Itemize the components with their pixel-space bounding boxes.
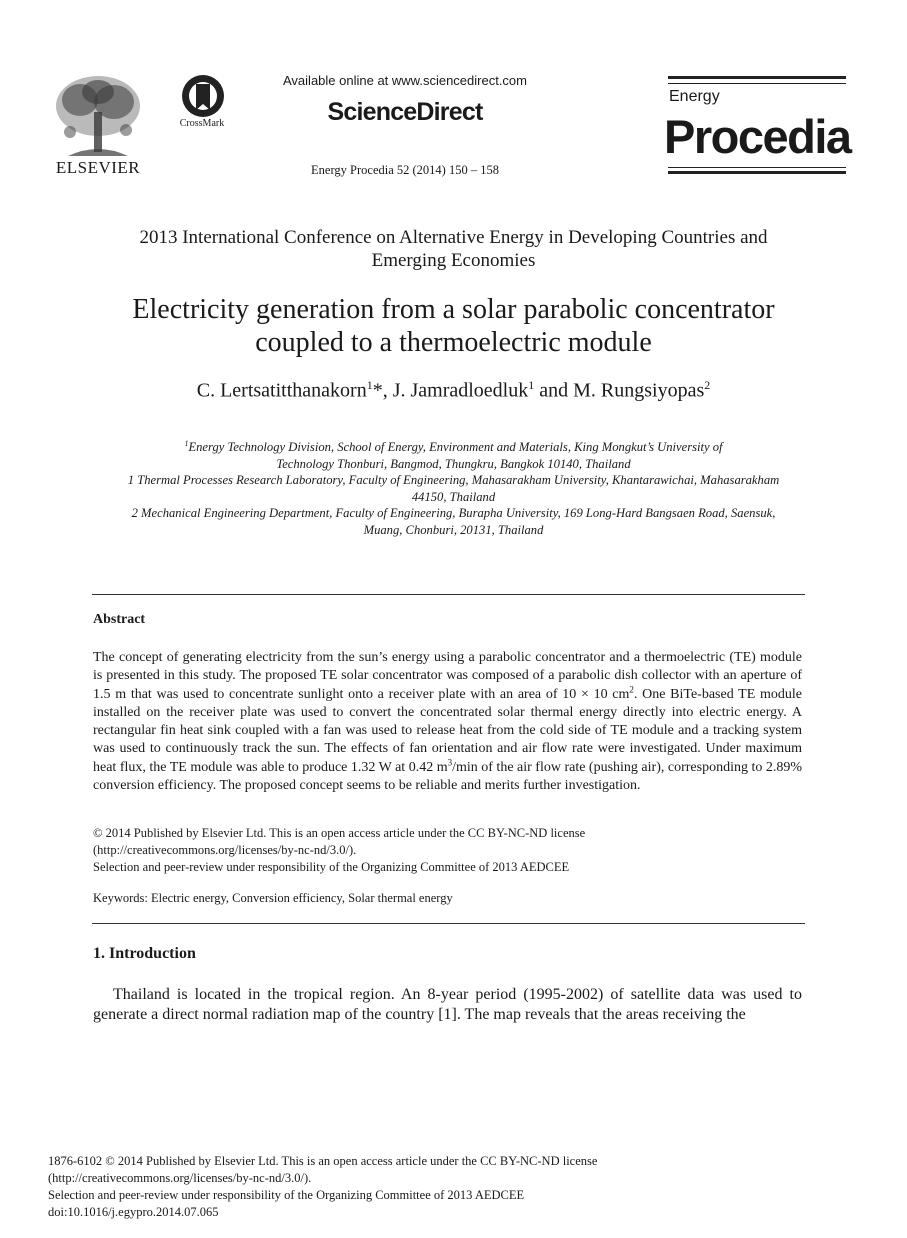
affiliation-3-line-1: 2 Mechanical Engineering Department, Faculty of Engineering, Burapha University, 169 Long-Hard Bangsaen Road, Saensuk, xyxy=(131,506,776,521)
section-heading-introduction: 1. Introduction xyxy=(93,945,196,962)
license-block xyxy=(93,825,802,876)
affiliation-2-line-2: 44150, Thailand xyxy=(411,489,496,504)
author-3-affil: 2 xyxy=(704,378,711,392)
abstract-text-2: . One BiTe-based TE module installed on the receiver plate was used to convert the concentrated solar thermal energy directly into electric energy. A rectangular fin heat sink coupled with a fan was used to release heat from the cold side of TE module and a tracking system was used to continuously track the sun. The effects of fan orientation and air flow rate were investigated. Under maximum heat flux, the TE module was able to produce 1.32 W at 0.42 m xyxy=(93,686,802,775)
abstract-sup-2: 3 xyxy=(447,757,453,768)
affiliations xyxy=(92,436,815,538)
conference-name: 2013 International Conference on Alternative Energy in Developing Countries and Emerging Economies xyxy=(139,227,768,271)
author-2: J. Jamradloedluk xyxy=(392,379,529,402)
footer-doi[interactable]: doi:10.1016/j.egypro.2014.07.065 xyxy=(48,1205,219,1219)
author-1-corresponding-mark: *, xyxy=(372,379,393,402)
author-1: C. Lertsatitthanakorn xyxy=(196,379,367,402)
masthead-rule-top xyxy=(668,76,846,79)
journal-name-procedia: Procedia xyxy=(664,110,851,163)
affiliation-3-line-2: Muang, Chonburi, 20131, Thailand xyxy=(363,522,544,537)
footer-line-3: Selection and peer-review under responsibility of the Organizing Committee of 2013 AEDCEE xyxy=(48,1188,525,1202)
paper-title-line-1: Electricity generation from a solar parabolic concentrator xyxy=(132,294,775,325)
author-2-affil: 1 xyxy=(528,378,535,392)
affiliation-2-line-1: 1 Thermal Processes Research Laboratory, Faculty of Engineering, Mahasarakham University, Khantarawichai, Mahasarakham xyxy=(127,473,780,488)
masthead-rule-bottom xyxy=(668,171,846,174)
footer-line-1: 1876-6102 © 2014 Published by Elsevier Ltd. This is an open access article under the CC BY-NC-ND license xyxy=(48,1154,598,1168)
page-footer xyxy=(48,1153,768,1221)
author-list xyxy=(80,378,827,403)
introduction-paragraph: Thailand is located in the tropical region. An 8-year period (1995-2002) of satellite data was used to generate a direct normal radiation map of the country [1]. The map reveals that the areas receiving the xyxy=(93,986,802,1023)
abstract-rule-bottom xyxy=(92,923,805,924)
keywords: Keywords: Electric energy, Conversion efficiency, Solar thermal energy xyxy=(93,891,453,905)
crossmark-label: CrossMark xyxy=(179,118,225,129)
paper-title xyxy=(80,293,827,359)
abstract-body xyxy=(93,649,802,795)
affiliation-1-line-1 xyxy=(92,436,815,456)
sciencedirect-wordmark: ScienceDirect xyxy=(327,98,483,126)
abstract-text-3: /min of the air flow rate (pushing air), corresponding to 2.89% conversion efficiency. The proposed concept seems to be reliable and merits further investigation. xyxy=(93,759,803,794)
masthead-rule-top-thin xyxy=(668,83,846,84)
available-online-text: Available online at www.sciencedirect.com xyxy=(283,73,527,88)
abstract-heading: Abstract xyxy=(93,612,146,627)
license-line-1: © 2014 Published by Elsevier Ltd. This is an open access article under the CC BY-NC-ND license xyxy=(93,826,586,840)
abstract-sup-1: 2 xyxy=(629,683,634,694)
author-1-affil: 1 xyxy=(366,378,373,392)
journal-reference: Energy Procedia 52 (2014) 150 – 158 xyxy=(311,163,499,177)
abstract-text-1: The concept of generating electricity from the sun’s energy using a parabolic concentrator and a thermoelectric (TE) module is presented in this study. The proposed TE solar concentrator was composed of a parabolic dish collector with an aperture of 1.5 m that was used to concentrate sunlight onto a receiver plate with an area of 10 × 10 cm xyxy=(93,650,802,702)
license-line-3: Selection and peer-review under responsibility of the Organizing Committee of 2013 AEDCEE xyxy=(93,860,570,874)
affiliation-1-text-a: Energy Technology Division, School of Energy, Environment and Materials, King Mongkut’s University of xyxy=(188,440,723,455)
license-link[interactable]: (http://creativecommons.org/licenses/by-nc-nd/3.0/). xyxy=(93,843,357,857)
footer-license-link[interactable]: (http://creativecommons.org/licenses/by-nc-nd/3.0/). xyxy=(48,1171,312,1185)
affiliation-1-line-2: Technology Thonburi, Bangmod, Thungkru, Bangkok 10140, Thailand xyxy=(276,456,631,471)
affiliation-1-marker: 1 xyxy=(184,439,189,448)
masthead-rule-bottom-thin xyxy=(668,167,846,168)
elsevier-wordmark: ELSEVIER xyxy=(55,158,141,177)
paper-title-line-2: coupled to a thermoelectric module xyxy=(255,327,652,358)
journal-name-energy: Energy xyxy=(669,88,720,105)
abstract-rule-top xyxy=(92,594,805,595)
author-3: M. Rungsiyopas xyxy=(573,379,705,402)
author-separator: and xyxy=(534,379,574,402)
